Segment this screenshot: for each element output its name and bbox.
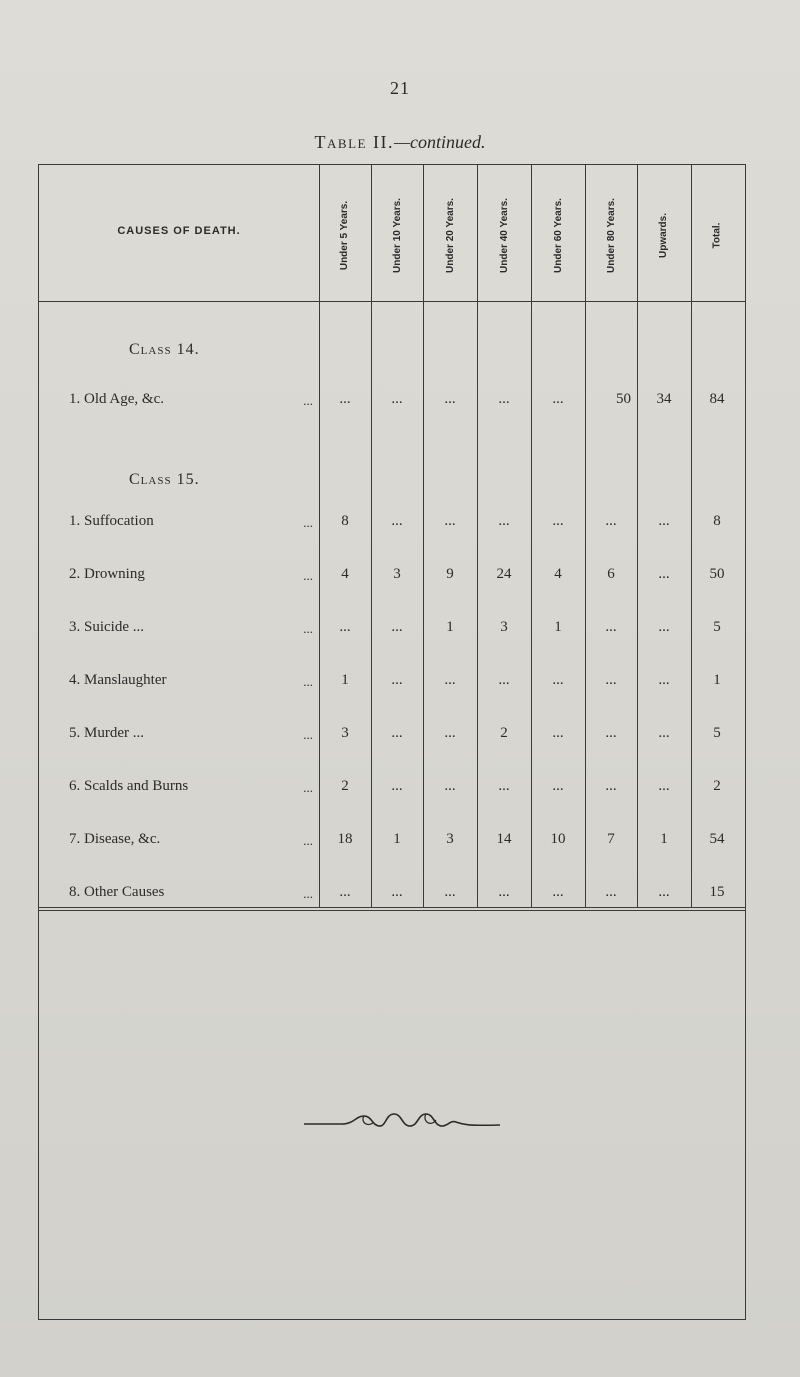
row-leader-dots: ... <box>303 780 313 795</box>
cell: ... <box>391 672 403 688</box>
cell: 2 <box>500 725 508 741</box>
cell: 3 <box>341 725 349 741</box>
cell: 54 <box>709 831 725 847</box>
column-header-upwards: Upwards. <box>658 212 670 258</box>
table-title <box>0 132 800 153</box>
cell: 8 <box>713 513 721 529</box>
table-title-italic: —continued. <box>393 132 486 152</box>
cell: 1 <box>660 831 668 847</box>
cell: ... <box>658 619 670 635</box>
cell: 5 <box>713 725 721 741</box>
page-number: 21 <box>390 78 410 98</box>
table-title-caps: Table II. <box>314 132 394 152</box>
class-15-heading: Class 15. <box>129 471 200 488</box>
column-header-under-10: Under 10 Years. <box>391 197 403 273</box>
cell: ... <box>498 778 510 794</box>
cell: ... <box>391 391 403 407</box>
cell: 14 <box>496 831 512 847</box>
cell: 1 <box>713 672 721 688</box>
cell: 24 <box>496 566 512 582</box>
column-header-under-40: Under 40 Years. <box>498 197 510 273</box>
cell: ... <box>552 513 564 529</box>
cell: ... <box>605 513 617 529</box>
cell: ... <box>444 672 456 688</box>
cell: ... <box>498 672 510 688</box>
cell: ... <box>552 778 564 794</box>
row-label: 3. Suicide ... <box>69 619 144 635</box>
cell: ... <box>391 513 403 529</box>
cell: 2 <box>341 778 349 794</box>
cell: 18 <box>337 831 353 847</box>
cell: 3 <box>500 619 508 635</box>
cell: ... <box>605 778 617 794</box>
column-header-under-80: Under 80 Years. <box>605 197 617 273</box>
cell: ... <box>552 672 564 688</box>
cell: ... <box>552 391 564 407</box>
cell: ... <box>444 725 456 741</box>
column-header-under-60: Under 60 Years. <box>552 197 564 273</box>
row-leader-dots: ... <box>303 727 313 742</box>
cell: 3 <box>393 566 401 582</box>
cell: ... <box>339 884 351 900</box>
cell: 84 <box>709 391 725 407</box>
cell: 8 <box>341 513 349 529</box>
row-leader-dots: ... <box>303 393 313 408</box>
table-frame <box>38 164 746 1320</box>
cell: 9 <box>446 566 454 582</box>
cell: ... <box>444 778 456 794</box>
cell: 4 <box>341 566 349 582</box>
cell: ... <box>498 513 510 529</box>
row-label: 4. Manslaughter <box>69 672 167 688</box>
column-header-total: Total. <box>711 222 723 248</box>
cell: ... <box>552 884 564 900</box>
cell: ... <box>339 391 351 407</box>
cell: ... <box>391 725 403 741</box>
cell: ... <box>658 725 670 741</box>
row-label: 5. Murder ... <box>69 725 144 741</box>
cell: ... <box>658 513 670 529</box>
cell: ... <box>498 884 510 900</box>
cell: ... <box>605 619 617 635</box>
cell: 1 <box>554 619 562 635</box>
cell: ... <box>658 884 670 900</box>
cell: ... <box>658 566 670 582</box>
cell: ... <box>552 725 564 741</box>
cell: 1 <box>341 672 349 688</box>
cell: ... <box>444 391 456 407</box>
cell: ... <box>391 778 403 794</box>
cell: 1 <box>393 831 401 847</box>
row-leader-dots: ... <box>303 621 313 636</box>
cell: ... <box>444 884 456 900</box>
row-label: 8. Other Causes <box>69 884 165 900</box>
cell: 50 <box>616 391 631 407</box>
cell: 4 <box>554 566 562 582</box>
cell: ... <box>658 778 670 794</box>
cell: 3 <box>446 831 454 847</box>
cell: ... <box>339 619 351 635</box>
cell: 7 <box>607 831 615 847</box>
cell: ... <box>391 884 403 900</box>
row-leader-dots: ... <box>303 515 313 530</box>
row-leader-dots: ... <box>303 886 313 901</box>
cell: ... <box>658 672 670 688</box>
flourish-ornament-icon <box>302 1108 502 1138</box>
header-rule <box>39 301 745 302</box>
cell: ... <box>444 513 456 529</box>
cell: 50 <box>709 566 725 582</box>
cell: 1 <box>446 619 454 635</box>
row-leader-dots: ... <box>303 833 313 848</box>
column-header-under-20: Under 20 Years. <box>444 197 456 273</box>
row-label: 2. Drowning <box>69 566 145 582</box>
cell: 6 <box>607 566 615 582</box>
cell: ... <box>605 725 617 741</box>
cell: 10 <box>550 831 566 847</box>
row-label: 7. Disease, &c. <box>69 831 161 847</box>
row-label: 6. Scalds and Burns <box>69 778 189 794</box>
cell: 2 <box>713 778 721 794</box>
row-label: 1. Old Age, &c. <box>69 391 164 407</box>
cell: ... <box>605 884 617 900</box>
row-leader-dots: ... <box>303 568 313 583</box>
cell: 34 <box>656 391 672 407</box>
cell: ... <box>391 619 403 635</box>
table-bottom-rule <box>39 907 745 911</box>
column-header-under-5: Under 5 Years. <box>339 200 351 270</box>
row-leader-dots: ... <box>303 674 313 689</box>
cell: ... <box>605 672 617 688</box>
cell: ... <box>498 391 510 407</box>
cell: 5 <box>713 619 721 635</box>
row-label: 1. Suffocation <box>69 513 154 529</box>
causes-of-death-header: CAUSES OF DEATH. <box>117 225 241 237</box>
class-14-heading: Class 14. <box>129 341 200 358</box>
cell: 15 <box>709 884 725 900</box>
